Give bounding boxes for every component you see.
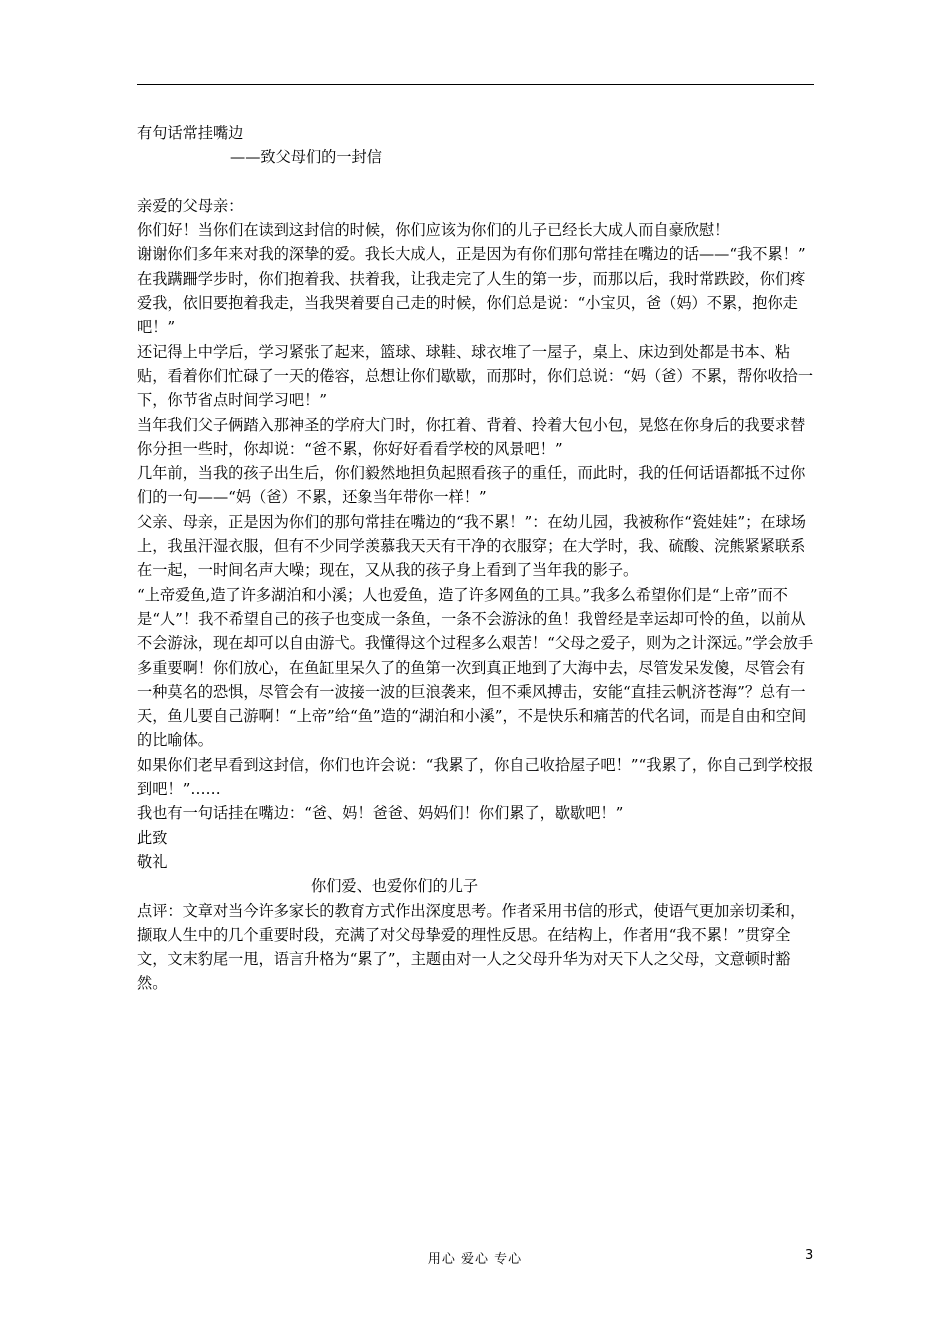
paragraph-3: 在我蹒跚学步时，你们抱着我、扶着我，让我走完了人生的第一步，而那以后，我时常跌跤，你们疼爱我，依旧要抱着我走，当我哭着要自己走的时候，你们总是说：“小宝贝，爸（妈）不累，抱你走吧！” bbox=[137, 269, 806, 337]
page-number: 3 bbox=[805, 1248, 814, 1263]
letter-title: 有句话常挂嘴边 bbox=[137, 124, 244, 142]
header-rule bbox=[137, 84, 814, 85]
comment: 点评：文章对当今许多家长的教育方式作出深度思考。作者采用书信的形式，使语气更加亲切柔和，撷取人生中的几个重要时段，充满了对父母挚爱的理性反思。在结构上，作者用“我不累！”贯穿全文，文末豹尾一甩，语言升格为“累了”，主题由对一人之父母升华为对天下人之父母，文意顿时豁然。 bbox=[137, 901, 806, 993]
paragraph-6: 几年前，当我的孩子出生后，你们毅然地担负起照看孩子的重任，而此时，我的任何话语都抵不过你们的一句——“妈（爸）不累，还象当年带你一样！” bbox=[137, 464, 806, 507]
spacer bbox=[137, 170, 817, 194]
paragraph-2: 谢谢你们多年来对我的深挚的爱。我长大成人，正是因为有你们那句常挂在嘴边的话——“我不累！” bbox=[137, 245, 806, 264]
paragraph-8: “上帝爱鱼,造了许多湖泊和小溪；人也爱鱼，造了许多网鱼的工具。”我多么希望你们是“上帝”而不是“人”！我不希望自己的孩子也变成一条鱼，一条不会游泳的鱼！我曾经是幸运却可怜的鱼，以前从不会游泳，现在却可以自由游弋。我懂得这个过程多么艰苦！“父母之爱子，则为之计深远。”学会放手多重要啊！你们放心，在鱼缸里呆久了的鱼第一次到真正地到了大海中去，尽管发呆发傻，尽管会有一种莫名的恐惧，尽管会有一波接一波的巨浪袭来，但不乘风搏击，安能“直挂云帆济苍海”？总有一天，鱼儿要自己游啊！“上帝”给“鱼”造的“湖泊和小溪”，不是快乐和痛苦的代名词，而是自由和空间的比喻体。 bbox=[137, 585, 814, 750]
paragraph-9: 如果你们老早看到这封信，你们也许会说：“我累了，你自己收拾屋子吧！”“我累了，你自己到学校报到吧！”…… bbox=[137, 755, 814, 799]
paragraph-5: 当年我们父子俩踏入那神圣的学府大门时，你扛着、背着、拎着大包小包，晃悠在你身后的我要求替你分担一些时，你却说：“爸不累，你好好看看学校的风景吧！” bbox=[137, 415, 806, 458]
paragraph-4: 还记得上中学后，学习紧张了起来，篮球、球鞋、球衣堆了一屋子，桌上、床边到处都是书本、粘贴，看着你们忙碌了一天的倦容，总想让你们歇歇，而那时，你们总说：“妈（爸）不累，帮你收拾一下，你节省点时间学习吧！” bbox=[137, 342, 814, 410]
closing-line-1: 此致 bbox=[137, 828, 168, 847]
paragraph-7: 父亲、母亲，正是因为你们的那句常挂在嘴边的“我不累！”：在幼儿园，我被称作“瓷娃娃”；在球场上，我虽汗湿衣服，但有不少同学羡慕我天天有干净的衣服穿；在大学时，我、硫酸、浣熊紧紧联系在一起，一时间名声大噪；现在，又从我的孩子身上看到了当年我的影子。 bbox=[137, 512, 806, 580]
letter-body bbox=[137, 121, 817, 996]
paragraph-1: 你们好！当你们在读到这封信的时候，你们应该为你们的儿子已经长大成人而自豪欣慰！ bbox=[137, 221, 730, 240]
letter-subtitle: ——致父母们的一封信 bbox=[230, 148, 382, 167]
signature: 你们爱、也爱你们的儿子 bbox=[311, 877, 479, 896]
salutation: 亲爱的父母亲： bbox=[137, 196, 244, 215]
closing-line-2: 敬礼 bbox=[137, 852, 168, 871]
paragraph-10: 我也有一句话挂在嘴边：“爸、妈！爸爸、妈妈们！你们累了，歇歇吧！” bbox=[137, 804, 624, 823]
footer-motto: 用心 爱心 专心 bbox=[427, 1252, 523, 1267]
